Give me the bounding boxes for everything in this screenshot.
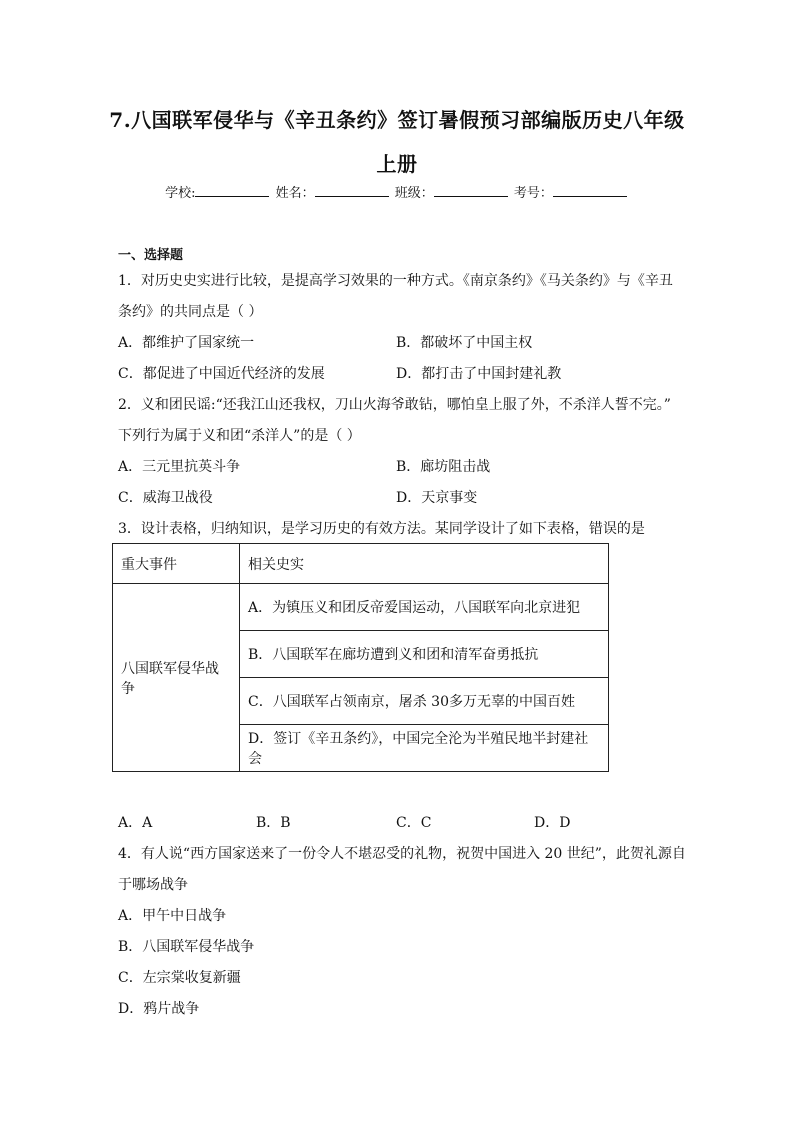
q4-stem-line2: 于哪场战争: [118, 877, 188, 893]
q3-option-a[interactable]: A．A: [118, 815, 153, 831]
class-blank[interactable]: [434, 184, 508, 197]
table-event-cell: 八国联军侵华战争: [113, 584, 240, 772]
class-label: 班级：: [394, 186, 434, 201]
table-fact-c: C．八国联军占领南京，屠杀 30多万无辜的中国百姓: [240, 678, 609, 725]
q1-option-c[interactable]: C．都促进了中国近代经济的发展: [118, 366, 325, 382]
document-title-continued: 上册: [376, 152, 418, 176]
q4-option-a[interactable]: A．甲午中日战争: [118, 908, 227, 924]
table-header-facts: 相关史实: [240, 544, 609, 584]
q3-table: [112, 543, 609, 772]
q1-stem-line2: 条约》的共同点是（ ）: [118, 304, 263, 320]
q1-option-d[interactable]: D．都打击了中国封建礼教: [396, 366, 562, 382]
name-label: 姓名：: [275, 186, 315, 201]
exam-number-blank[interactable]: [553, 184, 627, 197]
q4-option-c[interactable]: C．左宗棠收复新疆: [118, 970, 241, 986]
section-heading: 一、选择题: [118, 248, 184, 263]
table-header-event: 重大事件: [113, 544, 240, 584]
q2-option-b[interactable]: B．廊坊阻击战: [396, 459, 491, 475]
q4-option-d[interactable]: D．鸦片战争: [118, 1001, 200, 1017]
q1-option-a[interactable]: A．都维护了国家统一: [118, 335, 255, 351]
name-blank[interactable]: [315, 184, 389, 197]
q3-stem: 3．设计表格，归纳知识，是学习历史的有效方法。某同学设计了如下表格，错误的是: [118, 521, 645, 537]
table-fact-d: D．签订《辛丑条约》，中国完全沦为半殖民地半封建社会: [240, 725, 609, 772]
q2-option-a[interactable]: A．三元里抗英斗争: [118, 459, 241, 475]
q3-option-c[interactable]: C．C: [396, 815, 432, 831]
q1-option-b[interactable]: B．都破坏了中国主权: [396, 335, 533, 351]
q3-option-d[interactable]: D．D: [534, 815, 571, 831]
q1-stem-line1: 1．对历史史实进行比较，是提高学习效果的一种方式。《南京条约》《马关条约》与《辛丑: [118, 273, 673, 289]
school-label: 学校:: [165, 186, 196, 201]
q2-stem-line2: 下列行为属于义和团“杀洋人”的是（ ）: [118, 428, 361, 444]
q2-option-d[interactable]: D．天京事变: [396, 490, 478, 506]
school-blank[interactable]: [195, 184, 269, 197]
table-fact-b: B．八国联军在廊坊遭到义和团和清军奋勇抵抗: [240, 631, 609, 678]
document-title: 7.八国联军侵华与《辛丑条约》签订暑假预习部编版历史八年级: [109, 108, 685, 132]
student-info-row: [0, 182, 794, 201]
table-fact-a: A．为镇压义和团反帝爱国运动，八国联军向北京进犯: [240, 584, 609, 631]
q3-option-b[interactable]: B．B: [256, 815, 291, 831]
q4-option-b[interactable]: B．八国联军侵华战争: [118, 939, 255, 955]
q2-option-c[interactable]: C．威海卫战役: [118, 490, 213, 506]
exam-number-label: 考号：: [513, 186, 553, 201]
q4-stem-line1: 4．有人说“西方国家送来了一份令人不堪忍受的礼物，祝贺中国进入 20 世纪”，此贺礼源自: [118, 846, 686, 862]
q2-stem-line1: 2．义和团民谣:“还我江山还我权，刀山火海爷敢钻，哪怕皇上服了外，不杀洋人誓不完。”: [118, 397, 671, 413]
